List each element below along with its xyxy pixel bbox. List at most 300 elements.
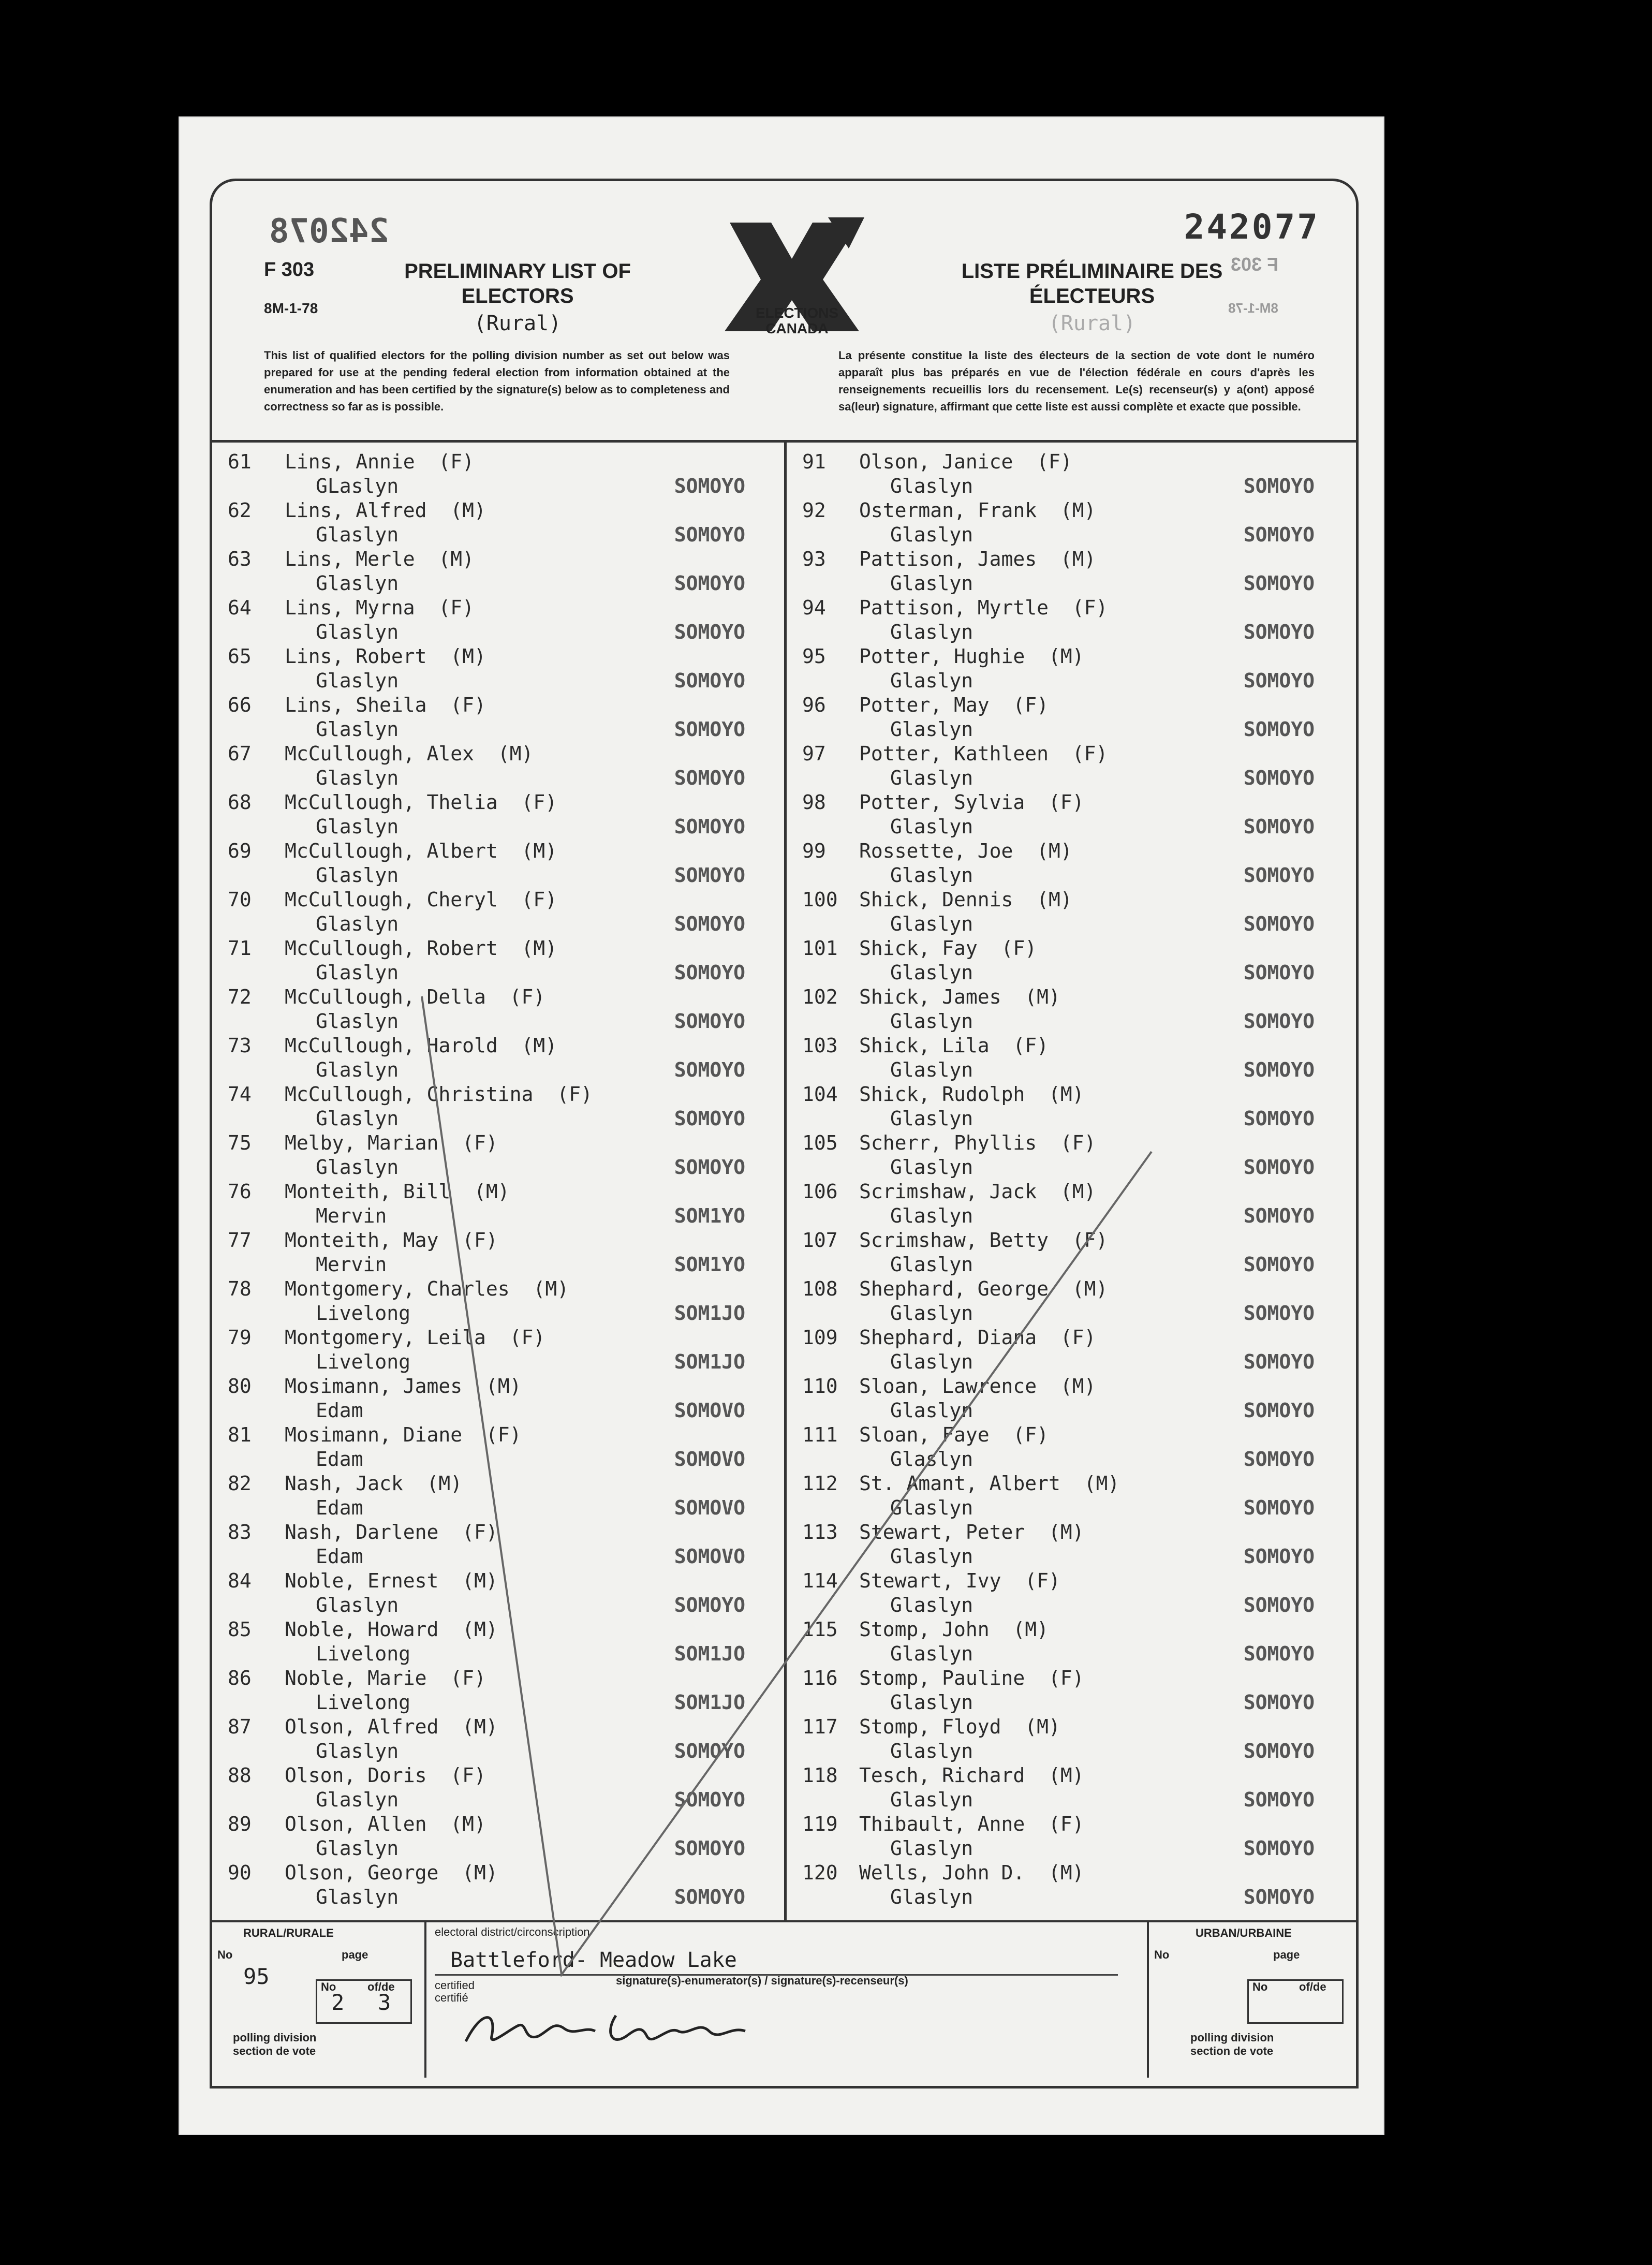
postal-code: SOMOYO — [674, 1156, 745, 1179]
elector-name: Sloan, Lawrence (M) — [859, 1375, 1096, 1398]
entry-number: 82 — [228, 1472, 252, 1495]
elector-place: Glaslyn — [890, 1691, 974, 1714]
elector-place: Edam — [316, 1448, 363, 1470]
elector-name: Scrimshaw, Betty (F) — [859, 1229, 1108, 1252]
elector-entry — [228, 1180, 776, 1229]
postal-code: SOMOVO — [674, 1399, 745, 1422]
entry-number: 110 — [802, 1375, 838, 1398]
postal-code: SOMOYO — [1243, 1399, 1315, 1422]
elector-name: Rossette, Joe (M) — [859, 840, 1072, 862]
entry-number: 72 — [228, 986, 252, 1008]
entry-number: 96 — [802, 694, 826, 716]
elector-place: Glaslyn — [890, 767, 974, 789]
elector-place: Glaslyn — [890, 1204, 974, 1227]
elector-name: Thibault, Anne (F) — [859, 1813, 1084, 1835]
postal-code: SOMOYO — [674, 475, 745, 497]
postal-code: SOMOYO — [1243, 1058, 1315, 1081]
entry-number: 105 — [802, 1131, 838, 1154]
entry-number: 69 — [228, 840, 252, 862]
elector-place: Glaslyn — [316, 961, 399, 984]
elector-name: Monteith, May (F) — [285, 1229, 498, 1252]
entry-number: 62 — [228, 499, 252, 522]
elector-name: McCullough, Thelia (F) — [285, 791, 557, 814]
urban-polling-division-label: polling division — [1190, 2031, 1274, 2044]
elector-name: Lins, Robert (M) — [285, 645, 486, 668]
elector-entry — [228, 986, 776, 1034]
elector-entry — [228, 742, 776, 791]
elector-entry — [228, 1569, 776, 1618]
elector-name: Shick, Dennis (M) — [859, 888, 1072, 911]
elector-place: Glaslyn — [316, 523, 399, 546]
elector-place: Glaslyn — [316, 767, 399, 789]
entry-number: 67 — [228, 742, 252, 765]
entry-number: 109 — [802, 1326, 838, 1349]
urban-no-label: No — [1154, 1948, 1170, 1961]
postal-code: SOMOYO — [1243, 1837, 1315, 1860]
form-code-mirrored: F 303 — [1230, 254, 1278, 275]
elector-entry — [228, 1472, 776, 1521]
entry-number: 66 — [228, 694, 252, 716]
entry-number: 113 — [802, 1521, 838, 1543]
logo-text-line2: CANADA — [765, 320, 829, 336]
entry-number: 73 — [228, 1034, 252, 1057]
entry-number: 83 — [228, 1521, 252, 1543]
elector-place: Glaslyn — [890, 1010, 974, 1033]
elector-entry — [228, 645, 776, 694]
elector-entry — [802, 1083, 1346, 1131]
entry-number: 111 — [802, 1423, 838, 1446]
elector-name: Olson, Doris (F) — [285, 1764, 486, 1787]
postal-code: SOMOYO — [674, 621, 745, 643]
entry-number: 92 — [802, 499, 826, 522]
postal-code: SOMOYO — [674, 669, 745, 692]
elector-name: Shick, James (M) — [859, 986, 1060, 1008]
postal-code: SOMOYO — [1243, 572, 1315, 595]
entry-number: 114 — [802, 1569, 838, 1592]
elector-name: Stomp, John (M) — [859, 1618, 1049, 1641]
elector-name: Potter, May (F) — [859, 694, 1049, 716]
elector-entry — [802, 1521, 1346, 1569]
entry-number: 95 — [802, 645, 826, 668]
form-footer — [212, 1922, 1356, 2078]
postal-code: SOMOYO — [674, 913, 745, 935]
elector-entry — [228, 1277, 776, 1326]
elector-name: Montgomery, Charles (M) — [285, 1277, 569, 1300]
postal-code: SOMOYO — [1243, 621, 1315, 643]
elector-entry — [802, 1131, 1346, 1180]
elector-entry — [228, 1715, 776, 1764]
elector-entry — [802, 1326, 1346, 1375]
entry-number: 101 — [802, 937, 838, 960]
elector-place: Livelong — [316, 1302, 411, 1325]
postal-code: SOMOYO — [1243, 1642, 1315, 1665]
postal-code: SOMOYO — [1243, 1010, 1315, 1033]
postal-code: SOMOYO — [1243, 961, 1315, 984]
elector-entry — [802, 1180, 1346, 1229]
elector-place: Mervin — [316, 1253, 387, 1276]
entry-number: 77 — [228, 1229, 252, 1252]
elector-name: McCullough, Christina (F) — [285, 1083, 593, 1106]
postal-code: SOMOYO — [1243, 1156, 1315, 1179]
elector-name: Nash, Darlene (F) — [285, 1521, 498, 1543]
elector-entry — [802, 1667, 1346, 1715]
elector-entry — [228, 1861, 776, 1910]
elector-name: Noble, Ernest (M) — [285, 1569, 498, 1592]
postal-code: SOM1JO — [674, 1642, 745, 1665]
postal-code: SOMOYO — [674, 572, 745, 595]
elector-name: Olson, George (M) — [285, 1861, 498, 1884]
elector-entry — [802, 1764, 1346, 1813]
entry-number: 100 — [802, 888, 838, 911]
elector-name: McCullough, Alex (M) — [285, 742, 534, 765]
entry-number: 84 — [228, 1569, 252, 1592]
certified-en: certified — [435, 1979, 475, 1992]
elector-name: Olson, Janice (F) — [859, 450, 1072, 473]
elector-name: Shick, Rudolph (M) — [859, 1083, 1084, 1106]
elector-entry — [802, 1034, 1346, 1083]
elector-entry — [228, 1521, 776, 1569]
elector-place: Glaslyn — [890, 669, 974, 692]
postal-code: SOMOYO — [1243, 475, 1315, 497]
document-page — [179, 116, 1384, 2135]
entry-number: 99 — [802, 840, 826, 862]
elector-place: Edam — [316, 1545, 363, 1568]
elector-name: Nash, Jack (M) — [285, 1472, 463, 1495]
title-fr-rural: (Rural) — [1048, 312, 1136, 335]
elector-place: Glaslyn — [890, 1302, 974, 1325]
elector-entry — [802, 694, 1346, 742]
elector-name: Pattison, Myrtle (F) — [859, 596, 1108, 619]
elector-entry — [802, 499, 1346, 548]
elector-entry — [802, 548, 1346, 596]
elector-place: Glaslyn — [890, 1399, 974, 1422]
elector-entry — [228, 1375, 776, 1423]
postal-code: SOMOYO — [1243, 913, 1315, 935]
elector-entry — [228, 1326, 776, 1375]
urban-page-label: page — [1273, 1948, 1300, 1961]
elector-entry — [802, 450, 1346, 499]
elector-entry — [802, 1375, 1346, 1423]
elector-name: Sloan, Faye (F) — [859, 1423, 1049, 1446]
elector-entry — [802, 1277, 1346, 1326]
elector-place: Glaslyn — [316, 1886, 399, 1908]
entry-number: 93 — [802, 548, 826, 570]
elector-entry — [802, 742, 1346, 791]
elector-entry — [802, 1423, 1346, 1472]
entry-number: 64 — [228, 596, 252, 619]
elector-place: Glaslyn — [890, 913, 974, 935]
entry-number: 102 — [802, 986, 838, 1008]
elector-place: Livelong — [316, 1642, 411, 1665]
elector-entry — [802, 1472, 1346, 1521]
entry-number: 98 — [802, 791, 826, 814]
enumerator-signature-icon — [461, 2000, 750, 2057]
elector-place: Glaslyn — [890, 1156, 974, 1179]
elector-entry — [228, 1618, 776, 1667]
elector-name: Noble, Marie (F) — [285, 1667, 486, 1689]
elector-place: Glaslyn — [316, 621, 399, 643]
elector-entry — [228, 937, 776, 986]
entry-number: 61 — [228, 450, 252, 473]
elector-place: Glaslyn — [890, 1496, 974, 1519]
elector-entry — [228, 548, 776, 596]
intro-text-english: This list of qualified electors for the polling division number as set out below was prepared for use at the pending federal election from information obtained at the enumeration and has been certified by the signature(s) below as to completeness and correctness so far as is possible. — [264, 349, 730, 413]
elector-place: Glaslyn — [316, 1740, 399, 1762]
elector-place: Glaslyn — [316, 1058, 399, 1081]
elector-place: Glaslyn — [316, 669, 399, 692]
title-en-rural: (Rural) — [474, 312, 562, 335]
elector-name: Stewart, Peter (M) — [859, 1521, 1084, 1543]
elector-place: Glaslyn — [890, 1448, 974, 1470]
certified-fr: certifié — [435, 1991, 468, 2004]
urban-label: URBAN/URBAINE — [1196, 1926, 1292, 1939]
entry-number: 71 — [228, 937, 252, 960]
postal-code: SOMOYO — [1243, 864, 1315, 887]
entry-number: 116 — [802, 1667, 838, 1689]
title-english — [383, 259, 652, 335]
entry-number: 117 — [802, 1715, 838, 1738]
postal-code: SOM1JO — [674, 1691, 745, 1714]
elector-name: McCullough, Della (F) — [285, 986, 545, 1008]
electoral-district: Battleford- Meadow Lake — [450, 1948, 737, 1972]
elector-entry — [802, 1229, 1346, 1277]
elector-name: McCullough, Harold (M) — [285, 1034, 557, 1057]
postal-code: SOMOYO — [674, 767, 745, 789]
elector-entry — [228, 450, 776, 499]
postal-code: SOMOYO — [1243, 767, 1315, 789]
rural-page-label: page — [342, 1948, 368, 1961]
entry-number: 65 — [228, 645, 252, 668]
elector-place: Glaslyn — [316, 864, 399, 887]
date-code-mirrored: 8M-1-78 — [1228, 300, 1278, 316]
elector-name: Mosimann, Diane (F) — [285, 1423, 522, 1446]
title-fr-line1: LISTE PRÉLIMINAIRE DES — [961, 260, 1223, 283]
rural-section — [212, 1922, 426, 2078]
date-code: 8M-1-78 — [264, 300, 318, 316]
elector-entry — [802, 1813, 1346, 1861]
entry-number: 88 — [228, 1764, 252, 1787]
rural-of-label: of/de — [367, 1980, 395, 1993]
logo-text-line1: ELECTIONS — [755, 305, 839, 321]
signature-label: signature(s)-enumerator(s) / signature(s)-recenseur(s) — [616, 1974, 908, 1987]
elector-name: Shephard, George (M) — [859, 1277, 1108, 1300]
elector-name: Lins, Sheila (F) — [285, 694, 486, 716]
elector-place: Glaslyn — [890, 864, 974, 887]
elector-entry — [228, 1034, 776, 1083]
column-divider — [784, 443, 787, 1920]
elector-place: Glaslyn — [890, 523, 974, 546]
elector-place: Glaslyn — [890, 1058, 974, 1081]
postal-code: SOMOYO — [1243, 1545, 1315, 1568]
elector-place: Glaslyn — [316, 1788, 399, 1811]
postal-code: SOMOYO — [1243, 1496, 1315, 1519]
elector-place: Glaslyn — [890, 961, 974, 984]
entry-number: 70 — [228, 888, 252, 911]
elector-place: Glaslyn — [316, 718, 399, 741]
postal-code: SOMOYO — [674, 864, 745, 887]
elector-entry — [802, 596, 1346, 645]
postal-code: SOMOVO — [674, 1545, 745, 1568]
postal-code: SOMOYO — [674, 1058, 745, 1081]
elector-name: Shick, Fay (F) — [859, 937, 1037, 960]
postal-code: SOMOYO — [1243, 1253, 1315, 1276]
entry-number: 74 — [228, 1083, 252, 1106]
page-number: 2 — [331, 1990, 345, 2015]
district-label: electoral district/circonscription — [435, 1925, 590, 1938]
postal-code: SOMOYO — [1243, 815, 1315, 838]
elector-place: Livelong — [316, 1691, 411, 1714]
postal-code: SOMOYO — [674, 523, 745, 546]
elector-name: Pattison, James (M) — [859, 548, 1096, 570]
polling-number: 95 — [243, 1964, 270, 1989]
elector-place: Edam — [316, 1399, 363, 1422]
elector-place: Glaslyn — [890, 1837, 974, 1860]
page-total: 3 — [378, 1990, 391, 2015]
entry-number: 81 — [228, 1423, 252, 1446]
elector-place: Glaslyn — [890, 1545, 974, 1568]
elector-name: Lins, Merle (M) — [285, 548, 475, 570]
postal-code: SOMOVO — [674, 1448, 745, 1470]
postal-code: SOMOYO — [1243, 1691, 1315, 1714]
left-elector-list — [228, 450, 776, 1910]
elector-place: Mervin — [316, 1204, 387, 1227]
form-frame — [210, 179, 1359, 2088]
entry-number: 115 — [802, 1618, 838, 1641]
postal-code: SOMOYO — [1243, 523, 1315, 546]
entry-number: 107 — [802, 1229, 838, 1252]
serial-number: 242077 — [1184, 207, 1320, 247]
entry-number: 108 — [802, 1277, 838, 1300]
elector-name: Osterman, Frank (M) — [859, 499, 1096, 522]
urban-page-no-label: No — [1252, 1980, 1268, 1993]
elector-name: Scrimshaw, Jack (M) — [859, 1180, 1096, 1203]
elector-name: Mosimann, James (M) — [285, 1375, 522, 1398]
logo-text — [730, 305, 864, 336]
elector-entry — [802, 1861, 1346, 1910]
elector-name: St. Amant, Albert (M) — [859, 1472, 1120, 1495]
entry-number: 80 — [228, 1375, 252, 1398]
postal-code: SOMOYO — [674, 815, 745, 838]
elector-place: Edam — [316, 1496, 363, 1519]
elector-place: Glaslyn — [316, 1010, 399, 1033]
elector-name: McCullough, Robert (M) — [285, 937, 557, 960]
elector-place: Glaslyn — [890, 1642, 974, 1665]
elector-place: GLaslyn — [316, 475, 399, 497]
entry-number: 91 — [802, 450, 826, 473]
elector-name: Montgomery, Leila (F) — [285, 1326, 545, 1349]
elector-entry — [802, 1715, 1346, 1764]
postal-code: SOMOYO — [1243, 1302, 1315, 1325]
entry-number: 104 — [802, 1083, 838, 1106]
postal-code: SOMOYO — [1243, 1886, 1315, 1908]
elector-entry — [802, 888, 1346, 937]
postal-code: SOMOYO — [674, 961, 745, 984]
elector-name: McCullough, Cheryl (F) — [285, 888, 557, 911]
elector-name: Lins, Myrna (F) — [285, 596, 475, 619]
elector-place: Glaslyn — [890, 1350, 974, 1373]
elector-name: Potter, Sylvia (F) — [859, 791, 1084, 814]
elector-entry — [802, 645, 1346, 694]
urban-of-label: of/de — [1299, 1980, 1326, 1993]
postal-code: SOMOYO — [674, 1107, 745, 1130]
elector-name: Tesch, Richard (M) — [859, 1764, 1084, 1787]
form-code: F 303 — [264, 259, 315, 281]
entry-number: 120 — [802, 1861, 838, 1884]
elector-name: McCullough, Albert (M) — [285, 840, 557, 862]
elector-place: Glaslyn — [890, 1107, 974, 1130]
elector-entry — [228, 1764, 776, 1813]
postal-code: SOMOYO — [1243, 1788, 1315, 1811]
elector-entry — [228, 499, 776, 548]
elector-name: Lins, Alfred (M) — [285, 499, 486, 522]
postal-code: SOM1JO — [674, 1302, 745, 1325]
elector-entry — [228, 1229, 776, 1277]
right-elector-list — [802, 450, 1346, 1910]
entry-number: 90 — [228, 1861, 252, 1884]
elector-name: Lins, Annie (F) — [285, 450, 475, 473]
elector-name: Noble, Howard (M) — [285, 1618, 498, 1641]
postal-code: SOMOYO — [674, 718, 745, 741]
elector-place: Glaslyn — [890, 621, 974, 643]
entry-number: 106 — [802, 1180, 838, 1203]
elector-place: Glaslyn — [316, 1156, 399, 1179]
elector-entry — [802, 791, 1346, 840]
entry-number: 75 — [228, 1131, 252, 1154]
elector-name: Stewart, Ivy (F) — [859, 1569, 1060, 1592]
elector-entry — [228, 1423, 776, 1472]
elector-place: Glaslyn — [890, 815, 974, 838]
entry-number: 86 — [228, 1667, 252, 1689]
postal-code: SOMOYO — [1243, 1204, 1315, 1227]
postal-code: SOM1YO — [674, 1204, 745, 1227]
elector-entry — [228, 1083, 776, 1131]
elector-name: Scherr, Phyllis (F) — [859, 1131, 1096, 1154]
polling-division-label: polling division — [233, 2031, 317, 2044]
entry-number: 68 — [228, 791, 252, 814]
elector-entry — [802, 1618, 1346, 1667]
elector-entry — [228, 1131, 776, 1180]
elector-entry — [228, 791, 776, 840]
entry-number: 79 — [228, 1326, 252, 1349]
elector-place: Glaslyn — [890, 475, 974, 497]
title-en-line2: ELECTORS — [461, 285, 574, 307]
elector-name: Potter, Kathleen (F) — [859, 742, 1108, 765]
postal-code: SOMOYO — [1243, 669, 1315, 692]
entry-number: 78 — [228, 1277, 252, 1300]
elector-entry — [802, 986, 1346, 1034]
elector-place: Glaslyn — [316, 572, 399, 595]
entry-number: 97 — [802, 742, 826, 765]
elector-name: Olson, Allen (M) — [285, 1813, 486, 1835]
rural-label: RURAL/RURALE — [243, 1926, 334, 1939]
elector-place: Glaslyn — [890, 1788, 974, 1811]
entry-number: 94 — [802, 596, 826, 619]
intro-text-french: La présente constitue la liste des électeurs de la section de vote dont le numéro apparaît plus bas préparés en vue de l'élection fédérale en cours d'après les renseignements recueillis lors du recensement. Le(s) recenseur(s) y a(ont) apposé sa(leur) signature, affirmant que cette liste est aussi complète et exacte que possible. — [838, 349, 1315, 413]
elector-place: Glaslyn — [316, 1837, 399, 1860]
elector-entry — [228, 596, 776, 645]
section-de-vote-label: section de vote — [233, 2045, 316, 2057]
elector-place: Glaslyn — [316, 1107, 399, 1130]
entry-number: 63 — [228, 548, 252, 570]
rural-page-no-label: No — [321, 1980, 336, 1993]
elector-name: Stomp, Floyd (M) — [859, 1715, 1060, 1738]
entry-number: 103 — [802, 1034, 838, 1057]
postal-code: SOMOVO — [674, 1496, 745, 1519]
elector-name: Potter, Hughie (M) — [859, 645, 1084, 668]
elector-place: Glaslyn — [890, 1740, 974, 1762]
postal-code: SOM1YO — [674, 1253, 745, 1276]
elector-place: Glaslyn — [890, 1253, 974, 1276]
